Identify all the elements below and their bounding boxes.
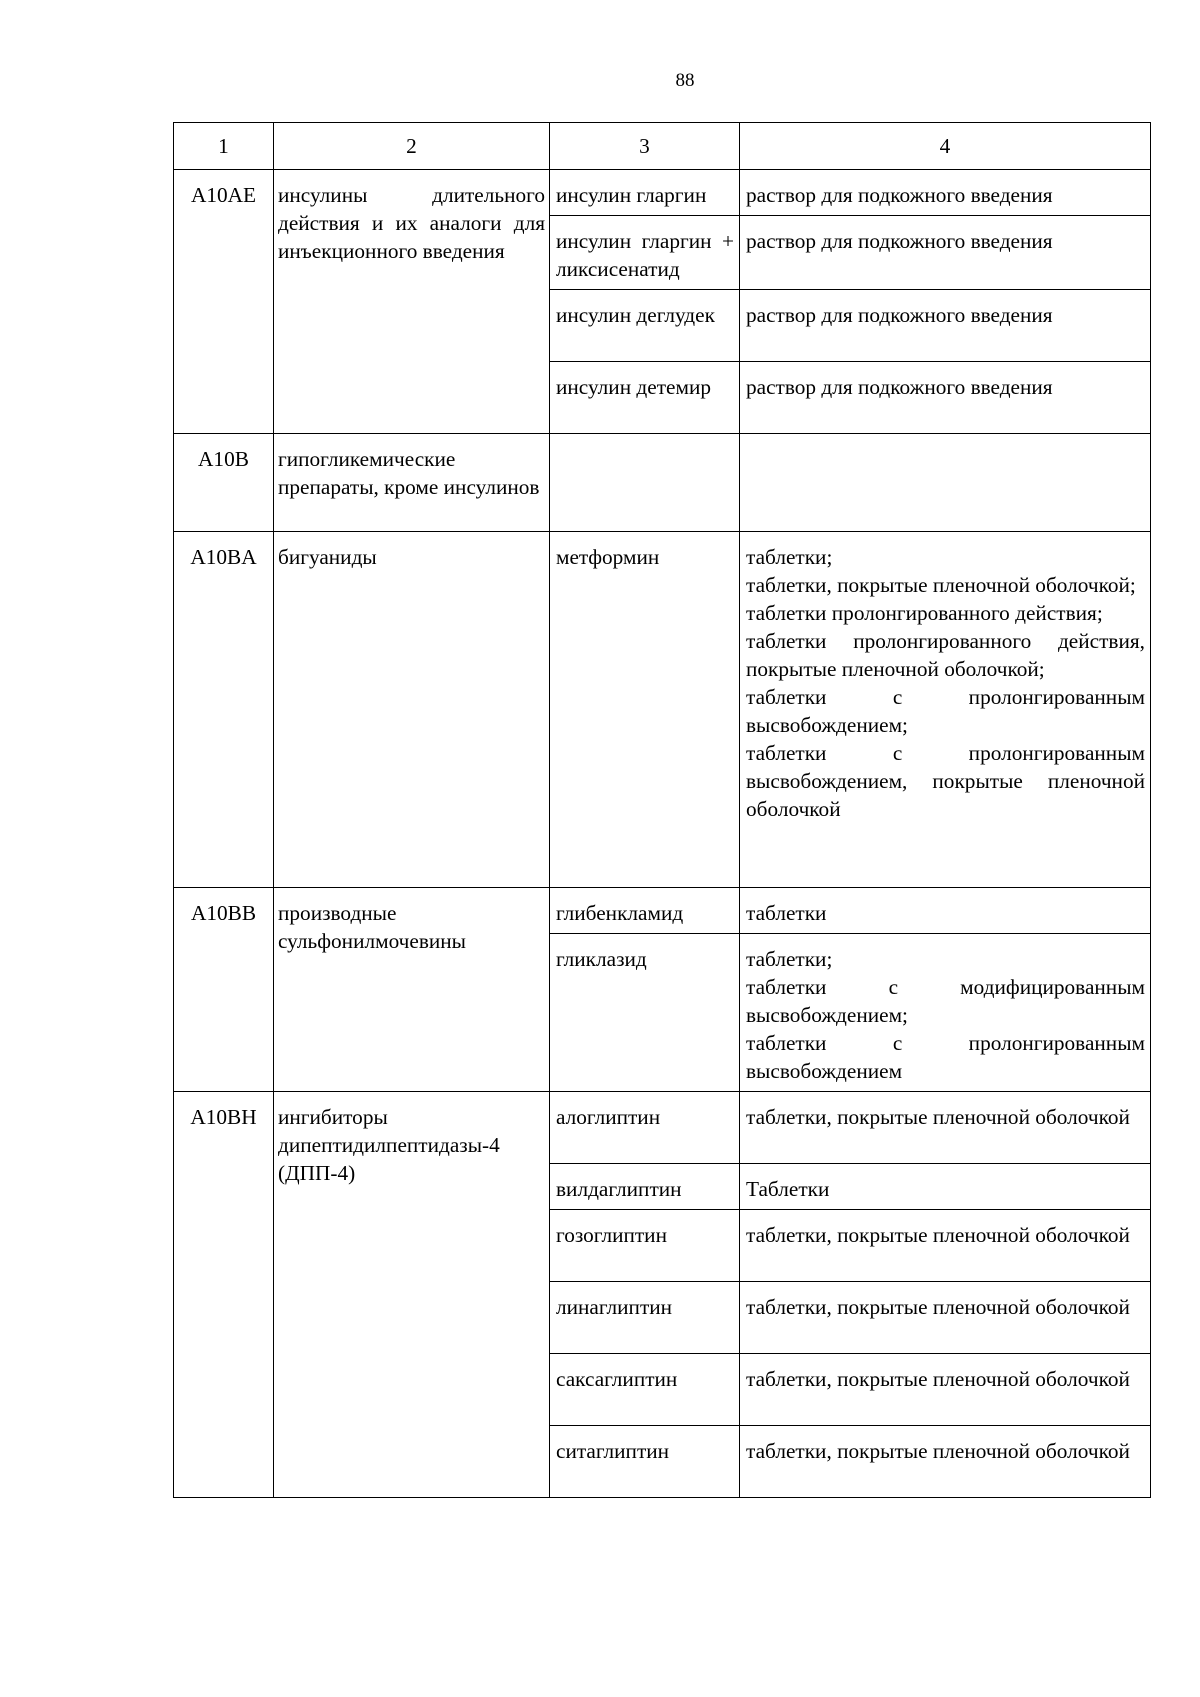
drug-name-cell: инсулин гларгин + ликсисенатид xyxy=(550,216,740,290)
dosage-form-cell xyxy=(740,1210,1151,1282)
dosage-form-cell xyxy=(740,1426,1151,1498)
dosage-form-item: раствор для подкожного введения xyxy=(746,375,1053,399)
group-name-cell: бигуаниды xyxy=(274,532,550,888)
atc-code-cell: A10BH xyxy=(174,1092,274,1498)
atc-code-cell: A10BB xyxy=(174,888,274,1092)
atc-code-cell: A10BA xyxy=(174,532,274,888)
dosage-form-item: таблетки с модифицированным высвобождением; xyxy=(746,975,1145,1027)
dosage-form-item: Таблетки xyxy=(746,1177,830,1201)
table-row xyxy=(174,170,1151,216)
drug-name-cell: алоглиптин xyxy=(550,1092,740,1164)
dosage-form-cell xyxy=(740,1092,1151,1164)
dosage-form-item: таблетки, покрытые пленочной оболочкой xyxy=(746,1367,1130,1391)
drug-name-cell: саксаглиптин xyxy=(550,1354,740,1426)
drug-name-cell: вилдаглиптин xyxy=(550,1164,740,1210)
dosage-form-cell xyxy=(740,170,1151,216)
header-cell-4: 4 xyxy=(740,123,1151,170)
dosage-form-item: раствор для подкожного введения xyxy=(746,303,1053,327)
drug-name-cell: линаглиптин xyxy=(550,1282,740,1354)
dosage-form-item: таблетки с пролонгированным высвобождением xyxy=(746,1031,1145,1083)
header-cell-2: 2 xyxy=(274,123,550,170)
dosage-form-cell xyxy=(740,434,1151,532)
dosage-form-cell xyxy=(740,216,1151,290)
dosage-form-item: таблетки xyxy=(746,901,827,925)
group-name-cell: производные сульфонилмочевины xyxy=(274,888,550,1092)
dosage-form-item: таблетки пролонгированного действия; xyxy=(746,601,1103,625)
dosage-form-cell xyxy=(740,290,1151,362)
dosage-form-cell xyxy=(740,1164,1151,1210)
atc-code-cell: A10B xyxy=(174,434,274,532)
table-row xyxy=(174,434,1151,532)
dosage-form-item: таблетки пролонгированного действия, покрытые пленочной оболочкой; xyxy=(746,629,1145,681)
header-cell-1: 1 xyxy=(174,123,274,170)
table-row xyxy=(174,532,1151,888)
dosage-form-item: таблетки, покрытые пленочной оболочкой; xyxy=(746,573,1136,597)
page-number: 88 xyxy=(675,70,695,91)
atc-code-cell: A10AE xyxy=(174,170,274,434)
drug-name-cell: глибенкламид xyxy=(550,888,740,934)
dosage-form-item: раствор для подкожного введения xyxy=(746,183,1053,207)
drug-name-cell: инсулин деглудек xyxy=(550,290,740,362)
dosage-form-item: раствор для подкожного введения xyxy=(746,229,1053,253)
drug-table xyxy=(173,122,1151,1498)
dosage-form-cell xyxy=(740,934,1151,1092)
dosage-form-cell xyxy=(740,1354,1151,1426)
dosage-form-cell xyxy=(740,532,1151,888)
group-name-cell: ингибиторы дипептидилпептидазы-4 (ДПП-4) xyxy=(274,1092,550,1498)
dosage-form-item: таблетки; xyxy=(746,545,833,569)
group-name-cell: инсулины длительного действия и их аналоги для инъекционного введения xyxy=(274,170,550,434)
header-row xyxy=(174,123,1151,170)
dosage-form-cell xyxy=(740,362,1151,434)
table-body xyxy=(174,123,1151,1498)
drug-name-cell: ситаглиптин xyxy=(550,1426,740,1498)
drug-name-cell: гликлазид xyxy=(550,934,740,1092)
dosage-form-item: таблетки; xyxy=(746,947,833,971)
dosage-form-item: таблетки, покрытые пленочной оболочкой xyxy=(746,1105,1130,1129)
drug-name-cell: инсулин детемир xyxy=(550,362,740,434)
dosage-form-cell xyxy=(740,1282,1151,1354)
header-cell-3: 3 xyxy=(550,123,740,170)
dosage-form-item: таблетки, покрытые пленочной оболочкой xyxy=(746,1295,1130,1319)
group-name-cell: гипогликемические препараты, кроме инсулинов xyxy=(274,434,550,532)
dosage-form-cell xyxy=(740,888,1151,934)
drug-name-cell: метформин xyxy=(550,532,740,888)
drug-name-cell: инсулин гларгин xyxy=(550,170,740,216)
drug-name-cell: гозоглиптин xyxy=(550,1210,740,1282)
table-row xyxy=(174,888,1151,934)
dosage-form-item: таблетки с пролонгированным высвобождением; xyxy=(746,685,1145,737)
dosage-form-item: таблетки с пролонгированным высвобождением, покрытые пленочной оболочкой xyxy=(746,741,1145,821)
dosage-form-item: таблетки, покрытые пленочной оболочкой xyxy=(746,1223,1130,1247)
table-row xyxy=(174,1092,1151,1164)
dosage-form-item: таблетки, покрытые пленочной оболочкой xyxy=(746,1439,1130,1463)
drug-name-cell xyxy=(550,434,740,532)
